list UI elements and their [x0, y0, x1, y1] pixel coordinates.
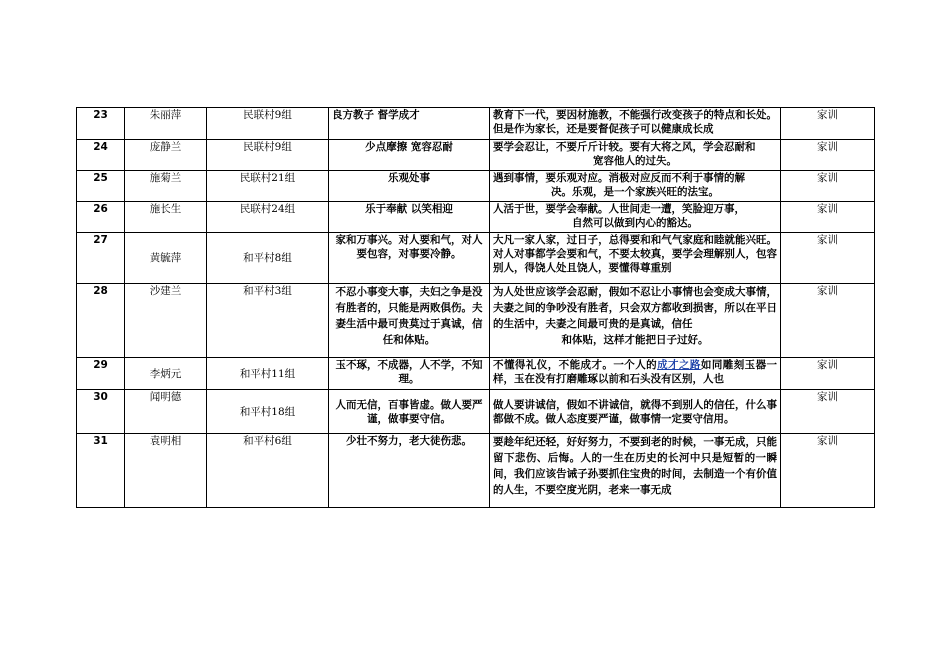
explanation-line-2: 宽容他人的过失。 — [593, 155, 677, 167]
person-name: 施长生 — [125, 202, 207, 233]
category: 家训 — [781, 171, 875, 202]
explanation: 做人要讲诚信，假如不讲诚信，就得不到别人的信任，什么事都做不成。做人态度要严谨，做事情一定要守信用。 — [490, 390, 781, 434]
row-number: 23 — [77, 108, 125, 140]
address: 民联村21组 — [207, 171, 329, 202]
explanation — [490, 171, 781, 202]
category: 家训 — [781, 390, 875, 434]
table-row — [77, 284, 875, 358]
category: 家训 — [781, 284, 875, 358]
motto: 玉不琢，不成器，人不学，不知理。 — [329, 358, 490, 390]
table-row — [77, 233, 875, 284]
explanation — [490, 202, 781, 233]
person-name: 袁明相 — [125, 434, 207, 508]
address: 和平村3组 — [207, 284, 329, 358]
explanation — [490, 358, 781, 390]
person-name: 庞静兰 — [125, 140, 207, 171]
address: 和平村18组 — [207, 390, 329, 434]
person-name: 沙建兰 — [125, 284, 207, 358]
category: 家训 — [781, 140, 875, 171]
explanation: 大凡一家人家，过日子，总得要和和气气家庭和睦就能兴旺。对人对事都学会要和气，不要太较真，要学会理解别人，包容别人，得饶人处且饶人，要懂得尊重别 — [490, 233, 781, 284]
row-number: 25 — [77, 171, 125, 202]
motto: 乐于奉献 以笑相迎 — [329, 202, 490, 233]
address: 和平村8组 — [207, 233, 329, 284]
person-name: 施菊兰 — [125, 171, 207, 202]
family-motto-table — [76, 107, 875, 508]
table-row — [77, 108, 875, 140]
motto: 少点摩擦 宽容忍耐 — [329, 140, 490, 171]
address: 民联村9组 — [207, 140, 329, 171]
motto: 不忍小事变大事，夫妇之争是没有胜者的，只能是两败俱伤。夫妻生活中最可贵莫过于真诚，信任和体贴。 — [329, 284, 490, 358]
row-number: 30 — [77, 390, 125, 434]
table-row — [77, 358, 875, 390]
row-number: 31 — [77, 434, 125, 508]
row-number: 29 — [77, 358, 125, 390]
table-row — [77, 434, 875, 508]
row-number: 24 — [77, 140, 125, 171]
person-name-text: 闻明德 — [149, 391, 182, 403]
address: 和平村6组 — [207, 434, 329, 508]
explanation-text: 不懂得礼仪，不能成才。一个人的 — [493, 359, 658, 371]
explanation-line-1: 遇到事情，要乐观对应。消极对应反而不利于事情的解 — [493, 172, 745, 184]
person-name: 黄毓萍 — [125, 233, 207, 284]
motto: 家和万事兴。对人要和气，对人要包容，对事要冷静。 — [329, 233, 490, 284]
category: 家训 — [781, 358, 875, 390]
success-path-link[interactable]: 成才之路 — [657, 359, 701, 371]
row-number: 28 — [77, 284, 125, 358]
motto: 少壮不努力，老大徒伤悲。 — [329, 434, 490, 508]
explanation-line-1: 要学会忍让，不要斤斤计较。要有大将之风，学会忍耐和 — [493, 141, 756, 153]
person-name: 李炳元 — [125, 358, 207, 390]
table-row — [77, 202, 875, 233]
explanation: 要趁年纪还轻，好好努力，不要到老的时候，一事无成，只能留下悲伤、后悔。人的一生在历史的长河中只是短暂的一瞬间，我们应该告诫子孙要抓住宝贵的时间，去制造一个有价值的人生，不要空度光阴，老来一事无成 — [490, 434, 781, 508]
motto: 良方教子 督学成才 — [329, 108, 490, 140]
category: 家训 — [781, 434, 875, 508]
motto: 乐观处事 — [329, 171, 490, 202]
table-row — [77, 140, 875, 171]
explanation: 教育下一代，要因材施教，不能强行改变孩子的特点和长处。但是作为家长，还是要督促孩子可以健康成长成 — [490, 108, 781, 140]
explanation-line-1: 为人处世应该学会忍耐，假如不忍让小事情也会变成大事情，夫妻之间的争吵没有胜者，只会双方都收到损害，所以在平日的生活中，夫妻之间最可贵的是真诚，信任 — [493, 286, 777, 330]
person-name — [125, 390, 207, 434]
table-row — [77, 171, 875, 202]
address: 民联村24组 — [207, 202, 329, 233]
explanation-text: 如同雕刻玉器一样，玉在没有打磨雕琢以前和石头没有区别，人也 — [493, 359, 778, 385]
motto: 人而无信，百事皆虚。做人要严谨，做事要守信。 — [329, 390, 490, 434]
address: 和平村11组 — [207, 358, 329, 390]
category: 家训 — [781, 108, 875, 140]
table-row — [77, 390, 875, 434]
explanation — [490, 140, 781, 171]
category: 家训 — [781, 233, 875, 284]
explanation-line-2: 决。乐观，是一个家族兴旺的法宝。 — [551, 186, 719, 198]
explanation-line-2: 和体贴，这样才能把日子过好。 — [561, 334, 709, 346]
person-name: 朱丽萍 — [125, 108, 207, 140]
row-number: 26 — [77, 202, 125, 233]
row-number: 27 — [77, 233, 125, 284]
category: 家训 — [781, 202, 875, 233]
explanation — [490, 284, 781, 358]
address: 民联村9组 — [207, 108, 329, 140]
explanation-line-2: 自然可以做到内心的豁达。 — [572, 217, 698, 229]
explanation-line-1: 人活于世，要学会奉献。人世间走一遭，笑脸迎万事， — [493, 203, 745, 215]
